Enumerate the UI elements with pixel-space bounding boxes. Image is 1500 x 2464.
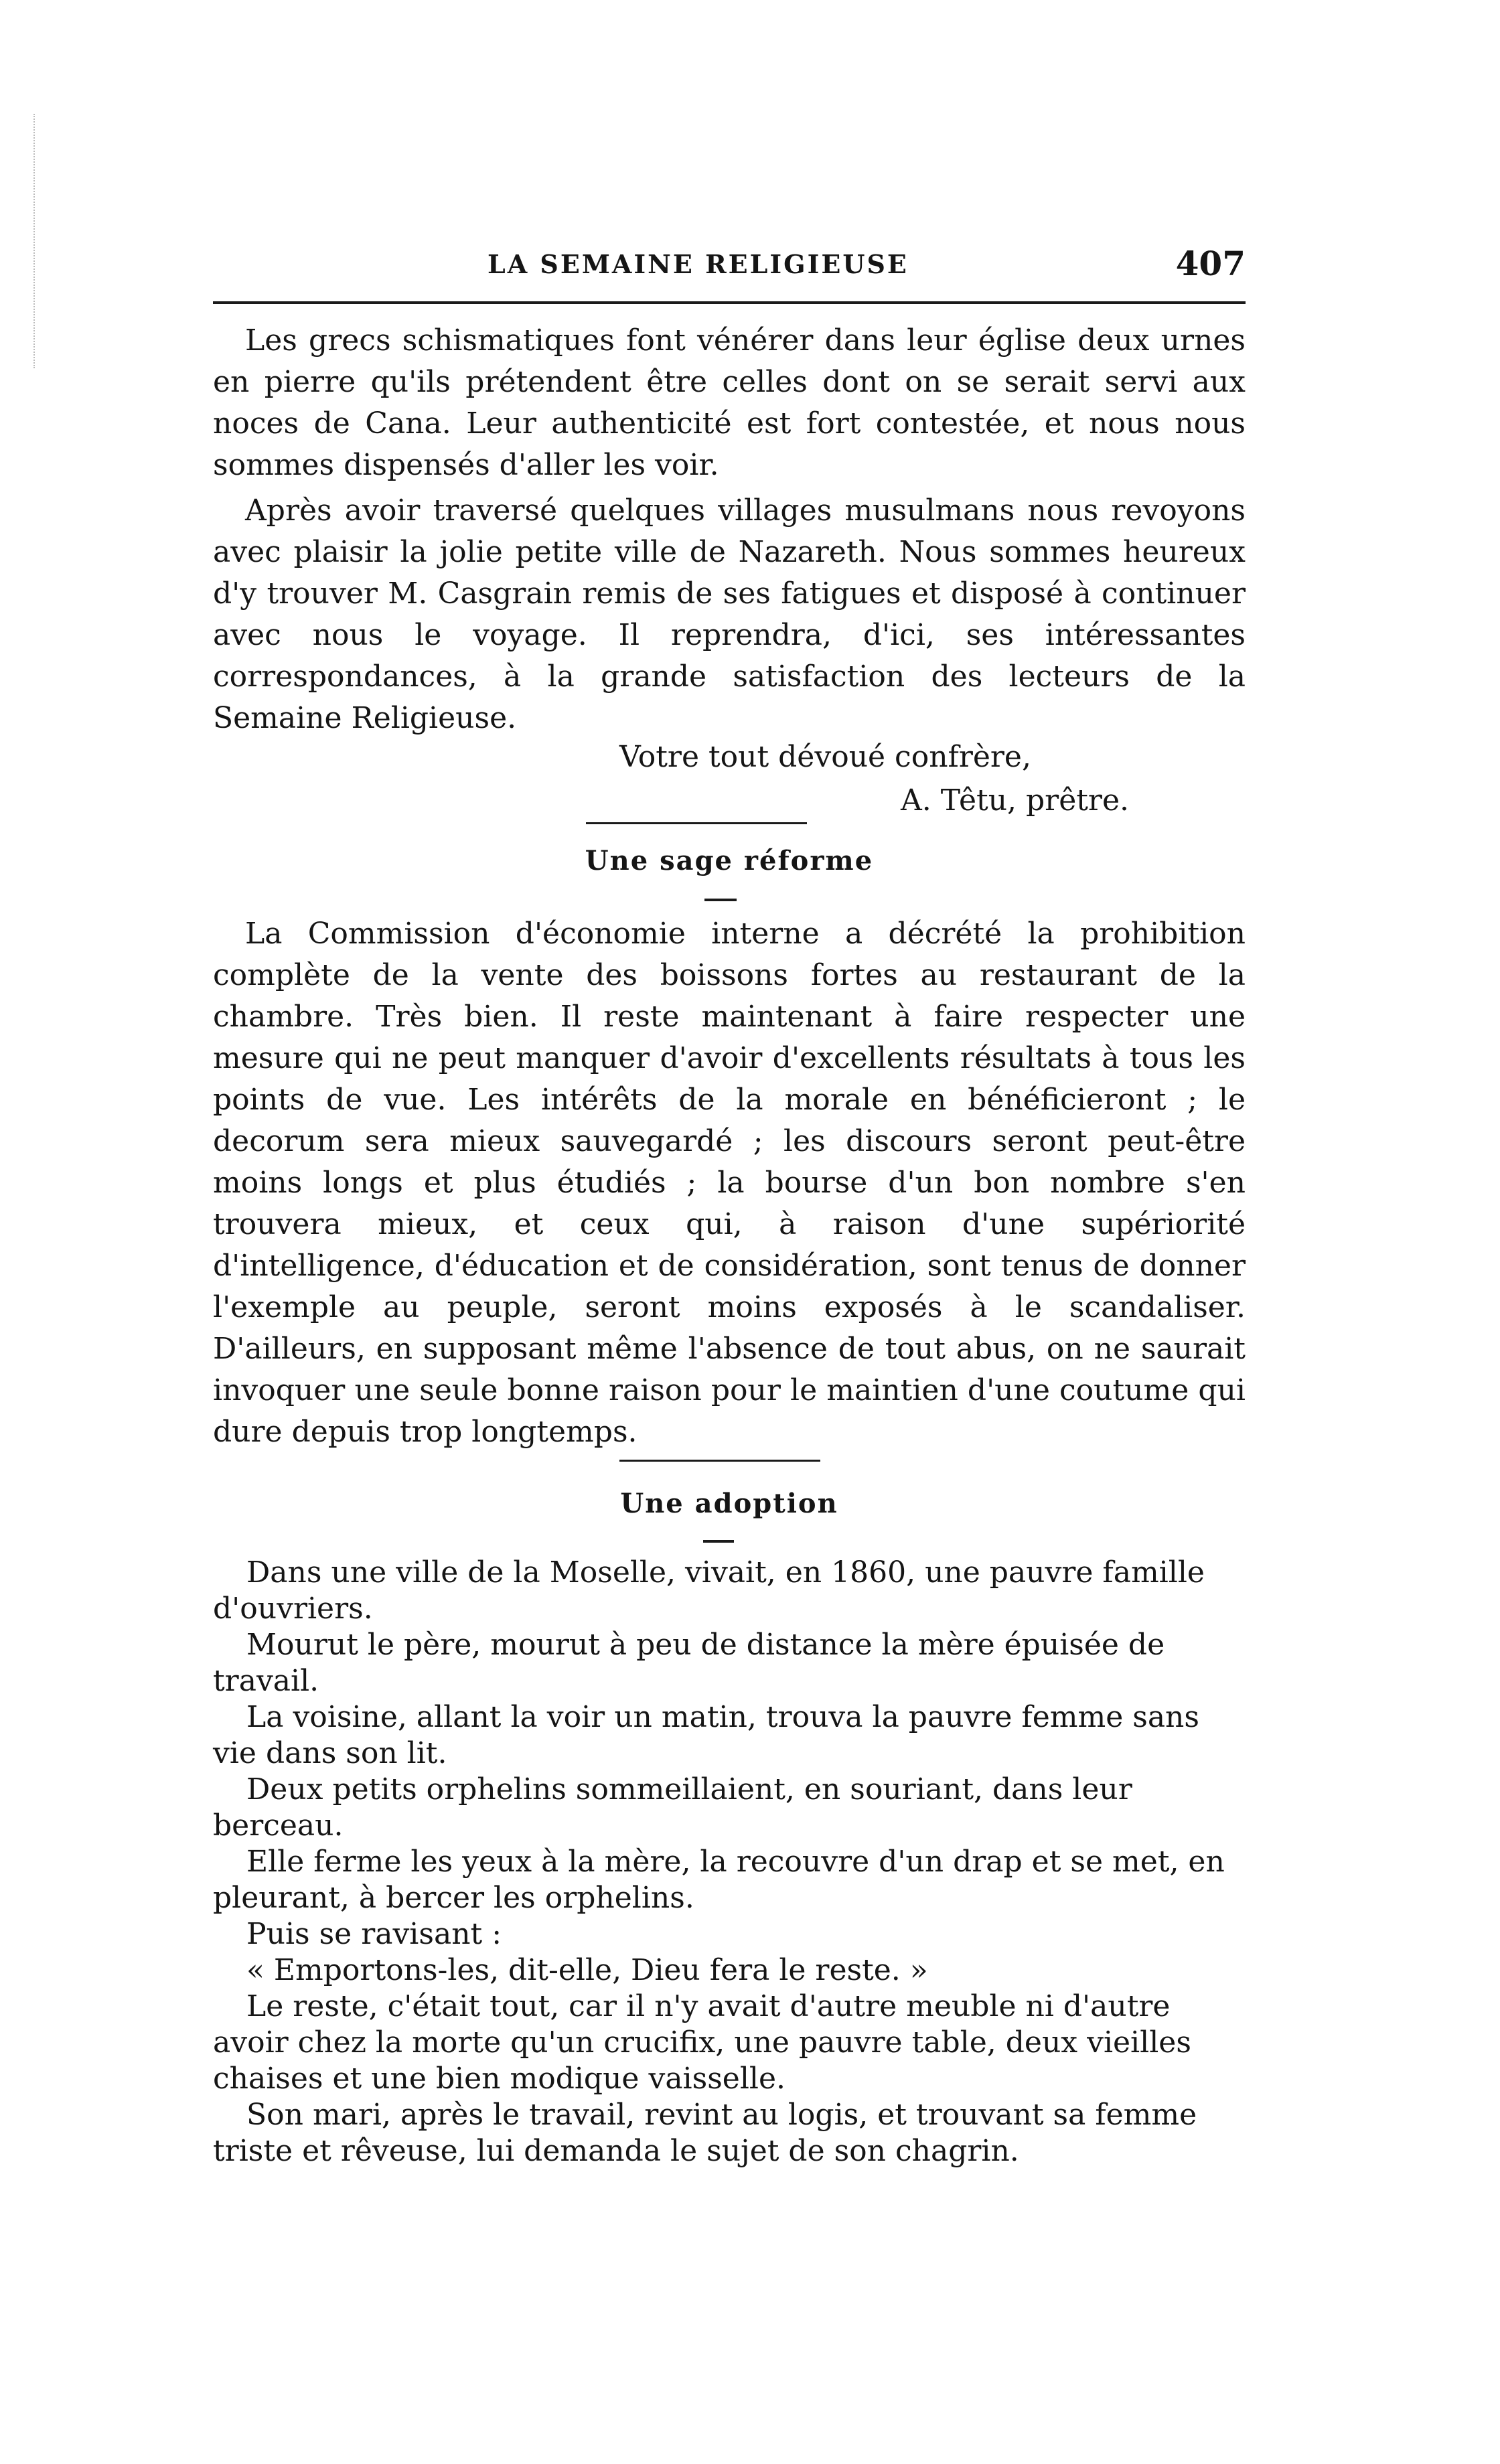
story-paragraph: Le reste, c'était tout, car il n'y avait d'autre meuble ni d'autre avoir chez la morte qu'un crucifix, une pauvre table, deux vieilles chaises et une bien modique vaisselle. xyxy=(213,1989,1191,2096)
title-dash xyxy=(704,899,737,901)
story-paragraph: Dans une ville de la Moselle, vivait, en 1860, une pauvre famille d'ouvriers. xyxy=(213,1555,1205,1626)
section-separator xyxy=(619,1460,820,1462)
section-body xyxy=(213,913,1246,1453)
section-title: Une adoption xyxy=(620,1488,838,1519)
story-paragraph: Mourut le père, mourut à peu de distance la mère épuisée de travail. xyxy=(213,1628,1165,1698)
story-paragraph: Puis se ravisant : xyxy=(246,1917,502,1951)
signature-name: A. Têtu, prêtre. xyxy=(901,783,1129,818)
intro-paragraph: Après avoir traversé quelques villages musulmans nous revoyons avec plaisir la jolie petite ville de Nazareth. Nous sommes heureux d'y trouver M. Casgrain remis de ses fatigues et disposé à continuer avec nous le voyage. Il reprendra, d'ici, ses intéressantes correspondances, à la grande satisfaction des lecteurs de la Semaine Religieuse. xyxy=(213,493,1246,735)
story-paragraph: « Emportons-les, dit-elle, Dieu fera le reste. » xyxy=(246,1953,928,1987)
story-paragraph: Deux petits orphelins sommeillaient, en souriant, dans leur berceau. xyxy=(213,1772,1132,1843)
margin-dotted-line xyxy=(33,114,36,368)
story-paragraph: Elle ferme les yeux à la mère, la recouvre d'un drap et se met, en pleurant, à bercer les orphelins. xyxy=(213,1845,1225,1915)
section-separator xyxy=(586,822,807,824)
page-number: 407 xyxy=(1175,244,1246,283)
signature-closing: Votre tout dévoué confrère, xyxy=(619,740,1031,774)
intro-text xyxy=(213,320,1246,739)
story-text xyxy=(213,1555,1246,2169)
story-paragraph: La voisine, allant la voir un matin, trouva la pauvre femme sans vie dans son lit. xyxy=(213,1700,1199,1770)
title-dash xyxy=(703,1540,734,1543)
section-paragraph: La Commission d'économie interne a décrété la prohibition complète de la vente des boissons fortes au restaurant de la chambre. Très bien. Il reste maintenant à faire respecter une mesure qui ne peut manquer d'avoir d'excellents résultats à tous les points de vue. Les intérêts de la morale en bénéficieront ; le decorum sera mieux sauvegardé ; les discours seront peut-être moins longs et plus étudiés ; la bourse d'un bon nombre s'en trouvera mieux, et ceux qui, à raison d'une supériorité d'intelligence, d'éducation et de considération, sont tenus de donner l'exemple au peuple, seront moins exposés à le scandaliser. D'ailleurs, en supposant même l'absence de tout abus, on ne saurait invoquer une seule bonne raison pour le maintien d'une coutume qui dure depuis trop longtemps. xyxy=(213,917,1246,1449)
running-title: LA SEMAINE RELIGIEUSE xyxy=(487,249,909,279)
section-title: Une sage réforme xyxy=(585,845,874,876)
page-header xyxy=(213,240,1246,293)
story-paragraph: Son mari, après le travail, revint au logis, et trouvant sa femme triste et rêveuse, lui demanda le sujet de son chagrin. xyxy=(213,2098,1197,2168)
intro-paragraph: Les grecs schismatiques font vénérer dans leur église deux urnes en pierre qu'ils prétendent être celles dont on se serait servi aux noces de Cana. Leur authenticité est fort contestée, et nous nous sommes dispensés d'aller les voir. xyxy=(213,323,1246,482)
header-rule xyxy=(213,301,1246,304)
